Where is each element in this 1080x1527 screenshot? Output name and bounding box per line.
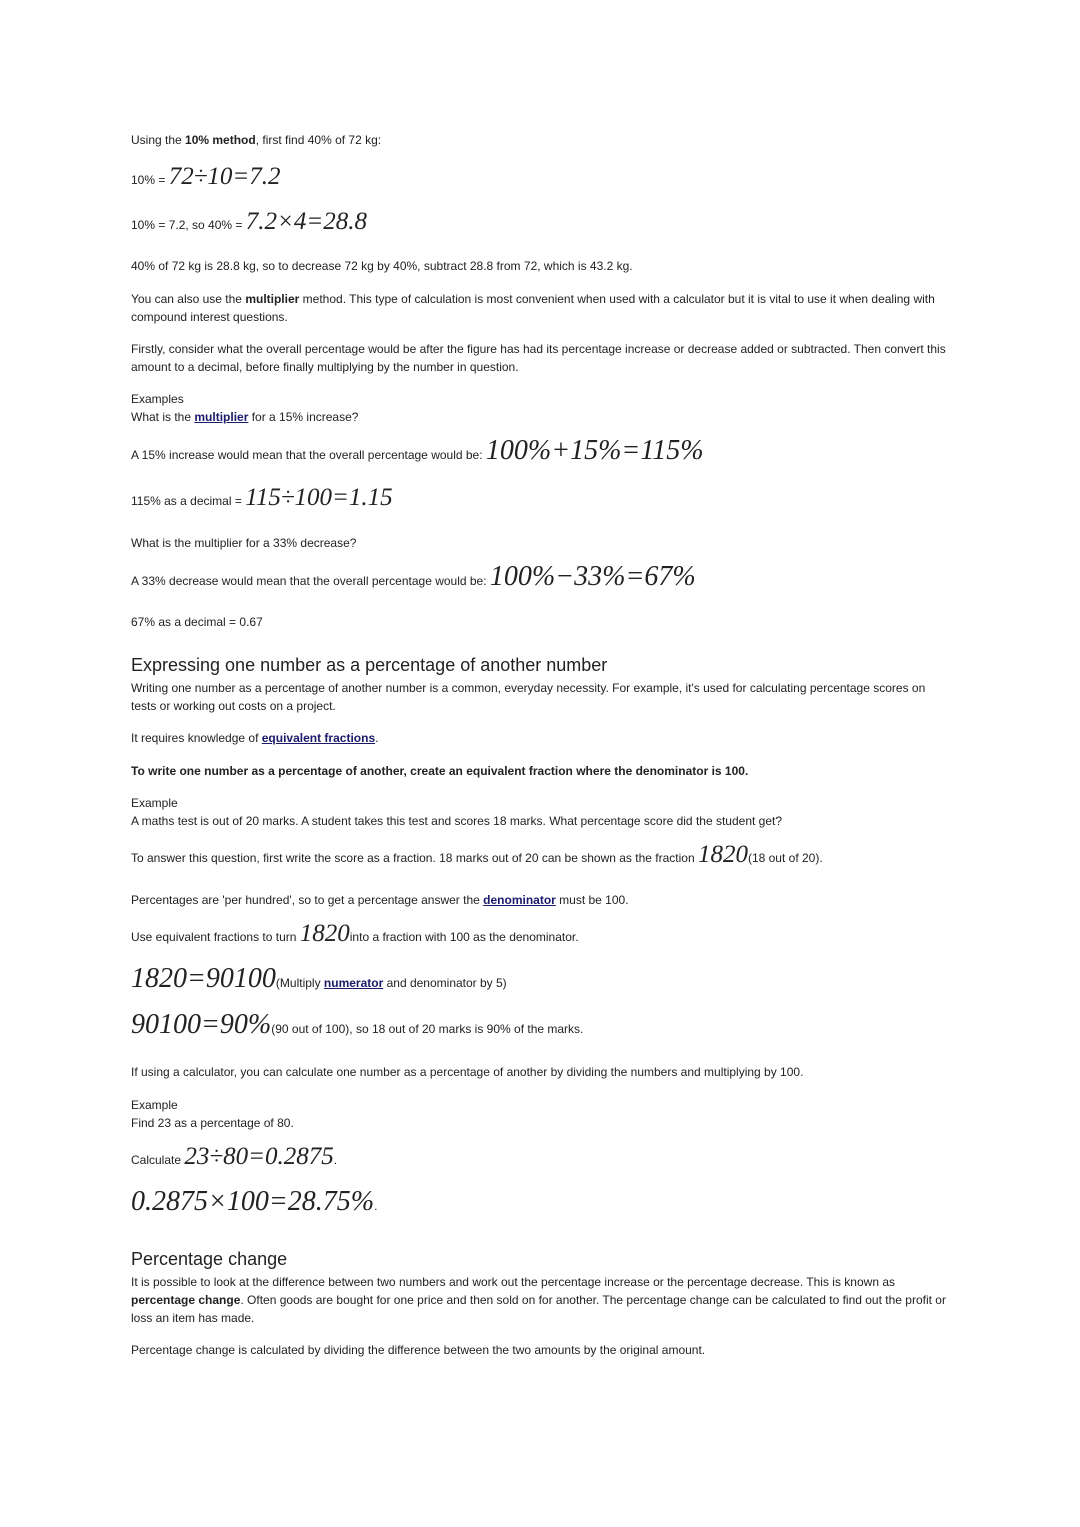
intro-line xyxy=(131,131,381,149)
equation-line xyxy=(131,920,579,947)
label: 10% = 7.2, so 40% = xyxy=(131,218,246,232)
math-expression: 7.2×4=28.8 xyxy=(245,208,367,235)
text: (Multiply xyxy=(275,976,324,990)
text: Use equivalent fractions to turn xyxy=(131,930,300,944)
equation-line xyxy=(131,963,507,994)
text: . xyxy=(374,1199,378,1213)
label: A 33% decrease would mean that the overall percentage would be: xyxy=(131,574,490,588)
paragraph: Firstly, consider what the overall percentage would be after the figure has had its percentage increase or decrease added or subtracted. Then convert this amount to a decimal, before finally multiplying by the number in question. xyxy=(131,342,946,374)
section-heading: Percentage change xyxy=(131,1249,288,1269)
paragraph xyxy=(131,290,951,326)
paragraph: A maths test is out of 20 marks. A student takes this test and scores 18 marks. What percentage score did the student get? xyxy=(131,814,783,828)
example-heading: Examples xyxy=(131,392,184,406)
math-expression: 1820 xyxy=(697,841,748,868)
paragraph: 40% of 72 kg is 28.8 kg, so to decrease 72 kg by 40%, subtract 28.8 from 72, which is 43.2 kg. xyxy=(131,259,633,273)
text: . Often goods are bought for one price and then sold on for another. The percentage change can be calculated to find out the profit or loss an item has made. xyxy=(131,1293,946,1325)
text: (90 out of 100), so 18 out of 20 marks is 90% of the marks. xyxy=(271,1022,584,1036)
equation-line xyxy=(131,484,393,511)
math-expression: 72÷10=7.2 xyxy=(168,163,281,190)
text: . xyxy=(333,1153,338,1167)
text: It is possible to look at the difference between two numbers and work out the percentage increase or the percentage decrease. This is known as xyxy=(131,1275,896,1289)
key-rule: To write one number as a percentage of another, create an equivalent fraction where the denominator is 100. xyxy=(131,764,749,778)
math-expression: 1820=90100 xyxy=(131,963,276,994)
text: What is the xyxy=(131,410,195,424)
equation-line xyxy=(131,1186,378,1217)
paragraph xyxy=(131,1273,951,1327)
math-expression: 115÷100=1.15 xyxy=(245,484,393,511)
math-expression: 23÷80=0.2875 xyxy=(184,1143,334,1170)
paragraph xyxy=(131,891,629,909)
text: Percentages are 'per hundred', so to get a percentage answer the xyxy=(131,893,484,907)
equation-line xyxy=(131,561,696,592)
equation-line xyxy=(131,1009,584,1040)
label: 115% as a decimal = xyxy=(131,494,246,508)
text: , first find 40% of 72 kg: xyxy=(255,133,382,147)
paragraph: Find 23 as a percentage of 80. xyxy=(131,1116,294,1130)
math-expression: 100%+15%=115% xyxy=(485,435,704,466)
math-expression: 100%−33%=67% xyxy=(489,561,696,592)
label: Calculate xyxy=(131,1153,185,1167)
paragraph: 67% as a decimal = 0.67 xyxy=(131,615,263,629)
equivalent-fractions-link[interactable]: equivalent fractions xyxy=(261,731,376,745)
question: What is the multiplier for a 33% decrease? xyxy=(131,536,357,550)
text: . xyxy=(375,731,379,745)
text: Using the xyxy=(131,133,186,147)
math-expression: 0.2875×100=28.75% xyxy=(131,1186,375,1217)
text: into a fraction with 100 as the denominator. xyxy=(349,930,579,944)
label: A 15% increase would mean that the overall percentage would be: xyxy=(131,448,486,462)
example-heading: Example xyxy=(131,796,178,810)
bold-term: 10% method xyxy=(185,133,256,147)
math-expression: 90100=90% xyxy=(131,1009,272,1040)
paragraph xyxy=(131,729,378,747)
text: It requires knowledge of xyxy=(131,731,262,745)
paragraph: Percentage change is calculated by dividing the difference between the two amounts by the original amount. xyxy=(131,1343,706,1357)
equation-line xyxy=(131,208,367,235)
equation-line xyxy=(131,1143,338,1170)
text: To answer this question, first write the score as a fraction. 18 marks out of 20 can be shown as the fraction xyxy=(131,851,698,865)
text: for a 15% increase? xyxy=(248,410,359,424)
math-expression: 1820 xyxy=(299,920,350,947)
paragraph: If using a calculator, you can calculate one number as a percentage of another by dividing the numbers and multiplying by 100. xyxy=(131,1065,804,1079)
denominator-link[interactable]: denominator xyxy=(483,893,556,907)
equation-line xyxy=(131,435,704,466)
paragraph: Writing one number as a percentage of another number is a common, everyday necessity. For example, it's used for calculating percentage scores on tests or working out costs on a project. xyxy=(131,681,926,713)
equation-line xyxy=(131,163,281,190)
numerator-link[interactable]: numerator xyxy=(323,976,384,990)
equation-line xyxy=(131,841,823,868)
multiplier-link[interactable]: multiplier xyxy=(194,410,249,424)
section-heading: Expressing one number as a percentage of another number xyxy=(131,655,608,675)
label: 10% = xyxy=(131,173,169,187)
text: must be 100. xyxy=(555,893,629,907)
text: You can also use the xyxy=(131,292,246,306)
text: method. This type of calculation is most convenient when used with a calculator but it is vital to use it when dealing with compound interest questions. xyxy=(131,292,935,324)
text: and denominator by 5) xyxy=(383,976,507,990)
bold-term: percentage change xyxy=(131,1293,241,1307)
text: (18 out of 20). xyxy=(747,851,823,865)
example-heading: Example xyxy=(131,1098,178,1112)
question xyxy=(131,408,358,426)
bold-term: multiplier xyxy=(245,292,300,306)
